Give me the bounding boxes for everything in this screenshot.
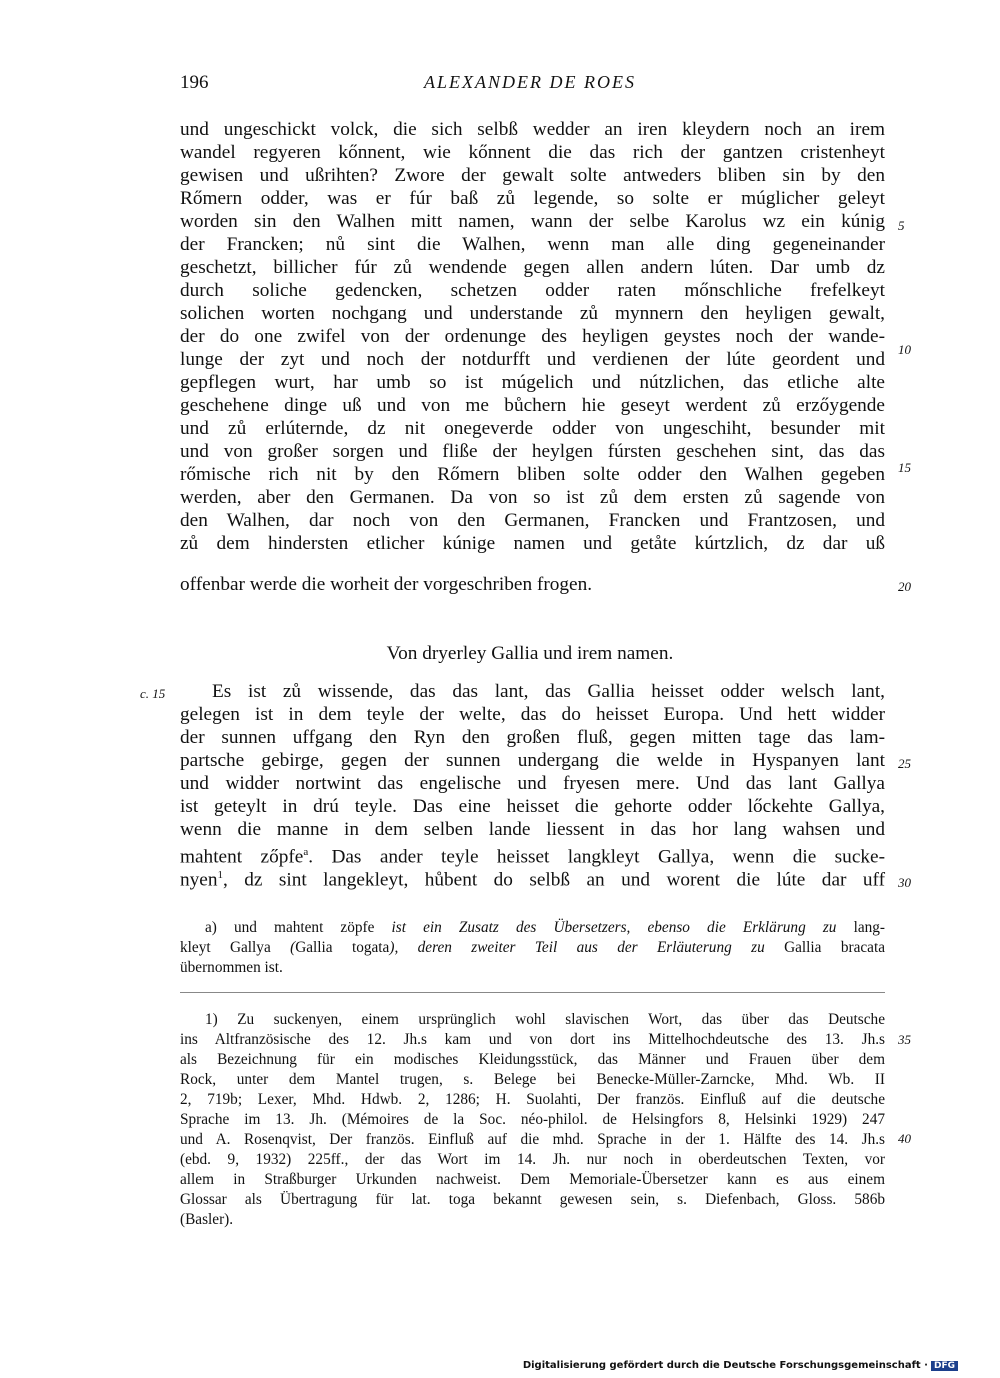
line-number: 10: [898, 342, 911, 357]
text-line: werden, aber den Germanen. Da von so ist zů dem ersten zů sagende von: [180, 487, 885, 508]
note-line: 2, 719b; Lexer, Mhd. Hdwb. 2, 1286; H. Suolahti, Der französ. Einfluß auf die deutsche: [180, 1091, 885, 1108]
text-line: gewisen und ußrihten? Zwore der gewalt solte antweders bliben sin by den: [180, 165, 885, 186]
line-number: 15: [898, 460, 911, 475]
text-line: lunge der zyt und noch der notdurfft und verdienen der lúte geordent und: [180, 349, 885, 370]
section-heading: Von dryerley Gallia und irem namen.: [386, 643, 674, 664]
text-line: offenbar werde die worheit der vorgeschriben frogen.: [180, 574, 593, 595]
footnote-marker: a: [303, 846, 309, 858]
text-line: gelegen ist in dem teyle der welte, das do heisset Europa. Und hett widder: [180, 704, 885, 725]
note-line: (Basler).: [180, 1211, 234, 1228]
footer-text: Digitalisierung gefördert durch die Deutsche Forschungsgemeinschaft ·: [522, 1360, 928, 1371]
text-line: partsche gebirge, gegen der sunnen undergang die welde in Hyspanyen lant: [180, 750, 885, 771]
text-line: der do one zwifel von der ordenunge des heyligen geystes noch der wande-: [180, 326, 885, 347]
text-line: wenn die manne in dem selben lande liessent in das hor lang wahsen und: [180, 819, 885, 840]
text-line: und von großer sorgen und fliße der heylgen fúrsten geschehen sint, das das: [180, 441, 885, 462]
text-line: gepflegen wurt, har umb so ist múgelich und nútzlichen, das etliche alte: [180, 372, 885, 393]
line-number: 35: [898, 1032, 911, 1047]
text-line: [180, 864, 885, 891]
text-line: ist geteylt in drú teyle. Das eine heisset die gehorte odder lőckehte Gallya,: [180, 796, 885, 817]
line-number: 20: [898, 579, 911, 594]
note-line: Sprache im 13. Jh. (Mémoires de la Soc. néo-philol. de Helsingfors 8, Helsinki 1929) 247: [180, 1111, 885, 1128]
note-line: (ebd. 9, 1932) 225ff., der das Wort im 14. Jh. nur noch in oberdeutschen Texten, vor: [180, 1151, 885, 1168]
text-fragment: nyen: [180, 869, 218, 891]
line-number: 30: [898, 875, 911, 890]
text-line: durch soliche gedencken, schetzen odder raten mőnschliche frefelkeyt: [180, 280, 885, 301]
note-line: allem in Straßburger Urkunden nachweist. Dem Memoriale-Übersetzer kann es aus einem: [180, 1171, 885, 1188]
line-number: 25: [898, 756, 911, 771]
note-text: kleyt Gallya: [180, 939, 291, 956]
note-line: ins Altfranzösische des 12. Jh.s kam und von dort ins Mittelhochdeutsche des 13. Jh.s: [180, 1031, 885, 1048]
page-number: 196: [180, 72, 209, 93]
running-head: ALEXANDER DE ROES: [424, 72, 636, 92]
text-line: [180, 841, 885, 868]
line-number: 40: [898, 1131, 911, 1146]
text-line: rőmische rich nit by den Rőmern bliben solte odder den Walhen gegeben: [180, 464, 885, 485]
note-text: Gallia bracata: [764, 939, 885, 956]
note-text: a) und mahtent zöpfe: [205, 919, 392, 936]
text-line: worden sin den Walhen mitt namen, wann der selbe Karolus wz ein kúnig: [180, 211, 885, 232]
text-line: wandel regyeren kőnnent, wie kőnnent die das rich der gantzen cristenheyt: [180, 142, 885, 163]
note-text: Gallia togata: [295, 939, 390, 956]
text-fragment: . Das ander teyle heisset langkleyt Gallya, wenn die sucke-: [308, 846, 885, 868]
text-line: solichen worten nochgang und understande zů mynnern den heyligen gewalt,: [180, 303, 885, 324]
note-text: lang-: [836, 919, 885, 936]
footnote-marker: 1: [217, 869, 223, 881]
note-text: ist ein Zusatz des Übersetzers, ebenso die Erklärung zu: [391, 919, 837, 936]
note-text: ), deren zweiter Teil aus der Erläuterung zu: [389, 939, 765, 956]
note-text: (: [290, 939, 296, 956]
note-line: Rock, unter dem Mantel trugen, s. Belege bei Benecke-Müller-Zarncke, Mhd. Wb. II: [180, 1071, 885, 1088]
text-line: und zů erlúternde, dz nit onegeverde odder von ungeschiht, besunder mit: [180, 418, 885, 439]
text-line: der Francken; nů sint die Walhen, wenn man alle ding gegeneinander: [180, 234, 885, 255]
note-line: und A. Rosenqvist, Der französ. Einfluß auf die mhd. Sprache in der 1. Hälfte des 14. Jh.s: [180, 1131, 885, 1148]
text-fragment: mahtent zőpfe: [180, 846, 304, 868]
text-line: geschehene dinge uß und von me bůchern hie geseyt werdent zů erzőygende: [180, 395, 885, 416]
text-line: und widder nortwint das engelische und fryesen mere. Und das lant Gallya: [180, 773, 885, 794]
funding-footer: [523, 1360, 958, 1371]
text-line: Es ist zů wissende, das das lant, das Gallia heisset odder welsch lant,: [212, 681, 885, 702]
line-number: 5: [898, 218, 905, 233]
note-line: als Bezeichnung für ein modisches Kleidungsstück, das Männer und Frauen über dem: [180, 1051, 885, 1068]
dfg-logo: DFG: [931, 1361, 958, 1371]
text-line: zů dem hindersten etlicher kúnige namen und getåte kúrtzlich, dz dar uß: [180, 533, 885, 554]
note-line: 1) Zu suckenyen, einem ursprünglich wohl slavischen Wort, das über das Deutsche: [205, 1011, 885, 1028]
text-fragment: , dz sint langekleyt, hůbent do selbß an und worent die lúte dar uff: [222, 869, 885, 891]
margin-reference: c. 15: [140, 686, 166, 701]
note-line: [180, 938, 885, 957]
text-line: den Walhen, dar noch von den Germanen, Francken und Frantzosen, und: [180, 510, 885, 531]
note-line: Glossar als Übertragung für lat. toga bekannt gewesen sein, s. Diefenbach, Gloss. 586b: [180, 1191, 885, 1208]
footnote-divider: [180, 992, 885, 993]
note-line: übernommen ist.: [180, 959, 283, 976]
text-line: Rőmern odder, was er fúr baß zů legende, so solte er múglicher geleyt: [180, 188, 885, 209]
text-line: und ungeschickt volck, die sich selbß wedder an iren kleydern noch an irem: [180, 119, 885, 140]
text-line: der sunnen uffgang den Ryn den großen fluß, gegen mitten tage das lam-: [180, 727, 885, 748]
text-line: geschetzt, billicher fúr zů wendende gegen allen andern lúten. Dar umb dz: [180, 257, 885, 278]
note-line: [205, 918, 885, 937]
